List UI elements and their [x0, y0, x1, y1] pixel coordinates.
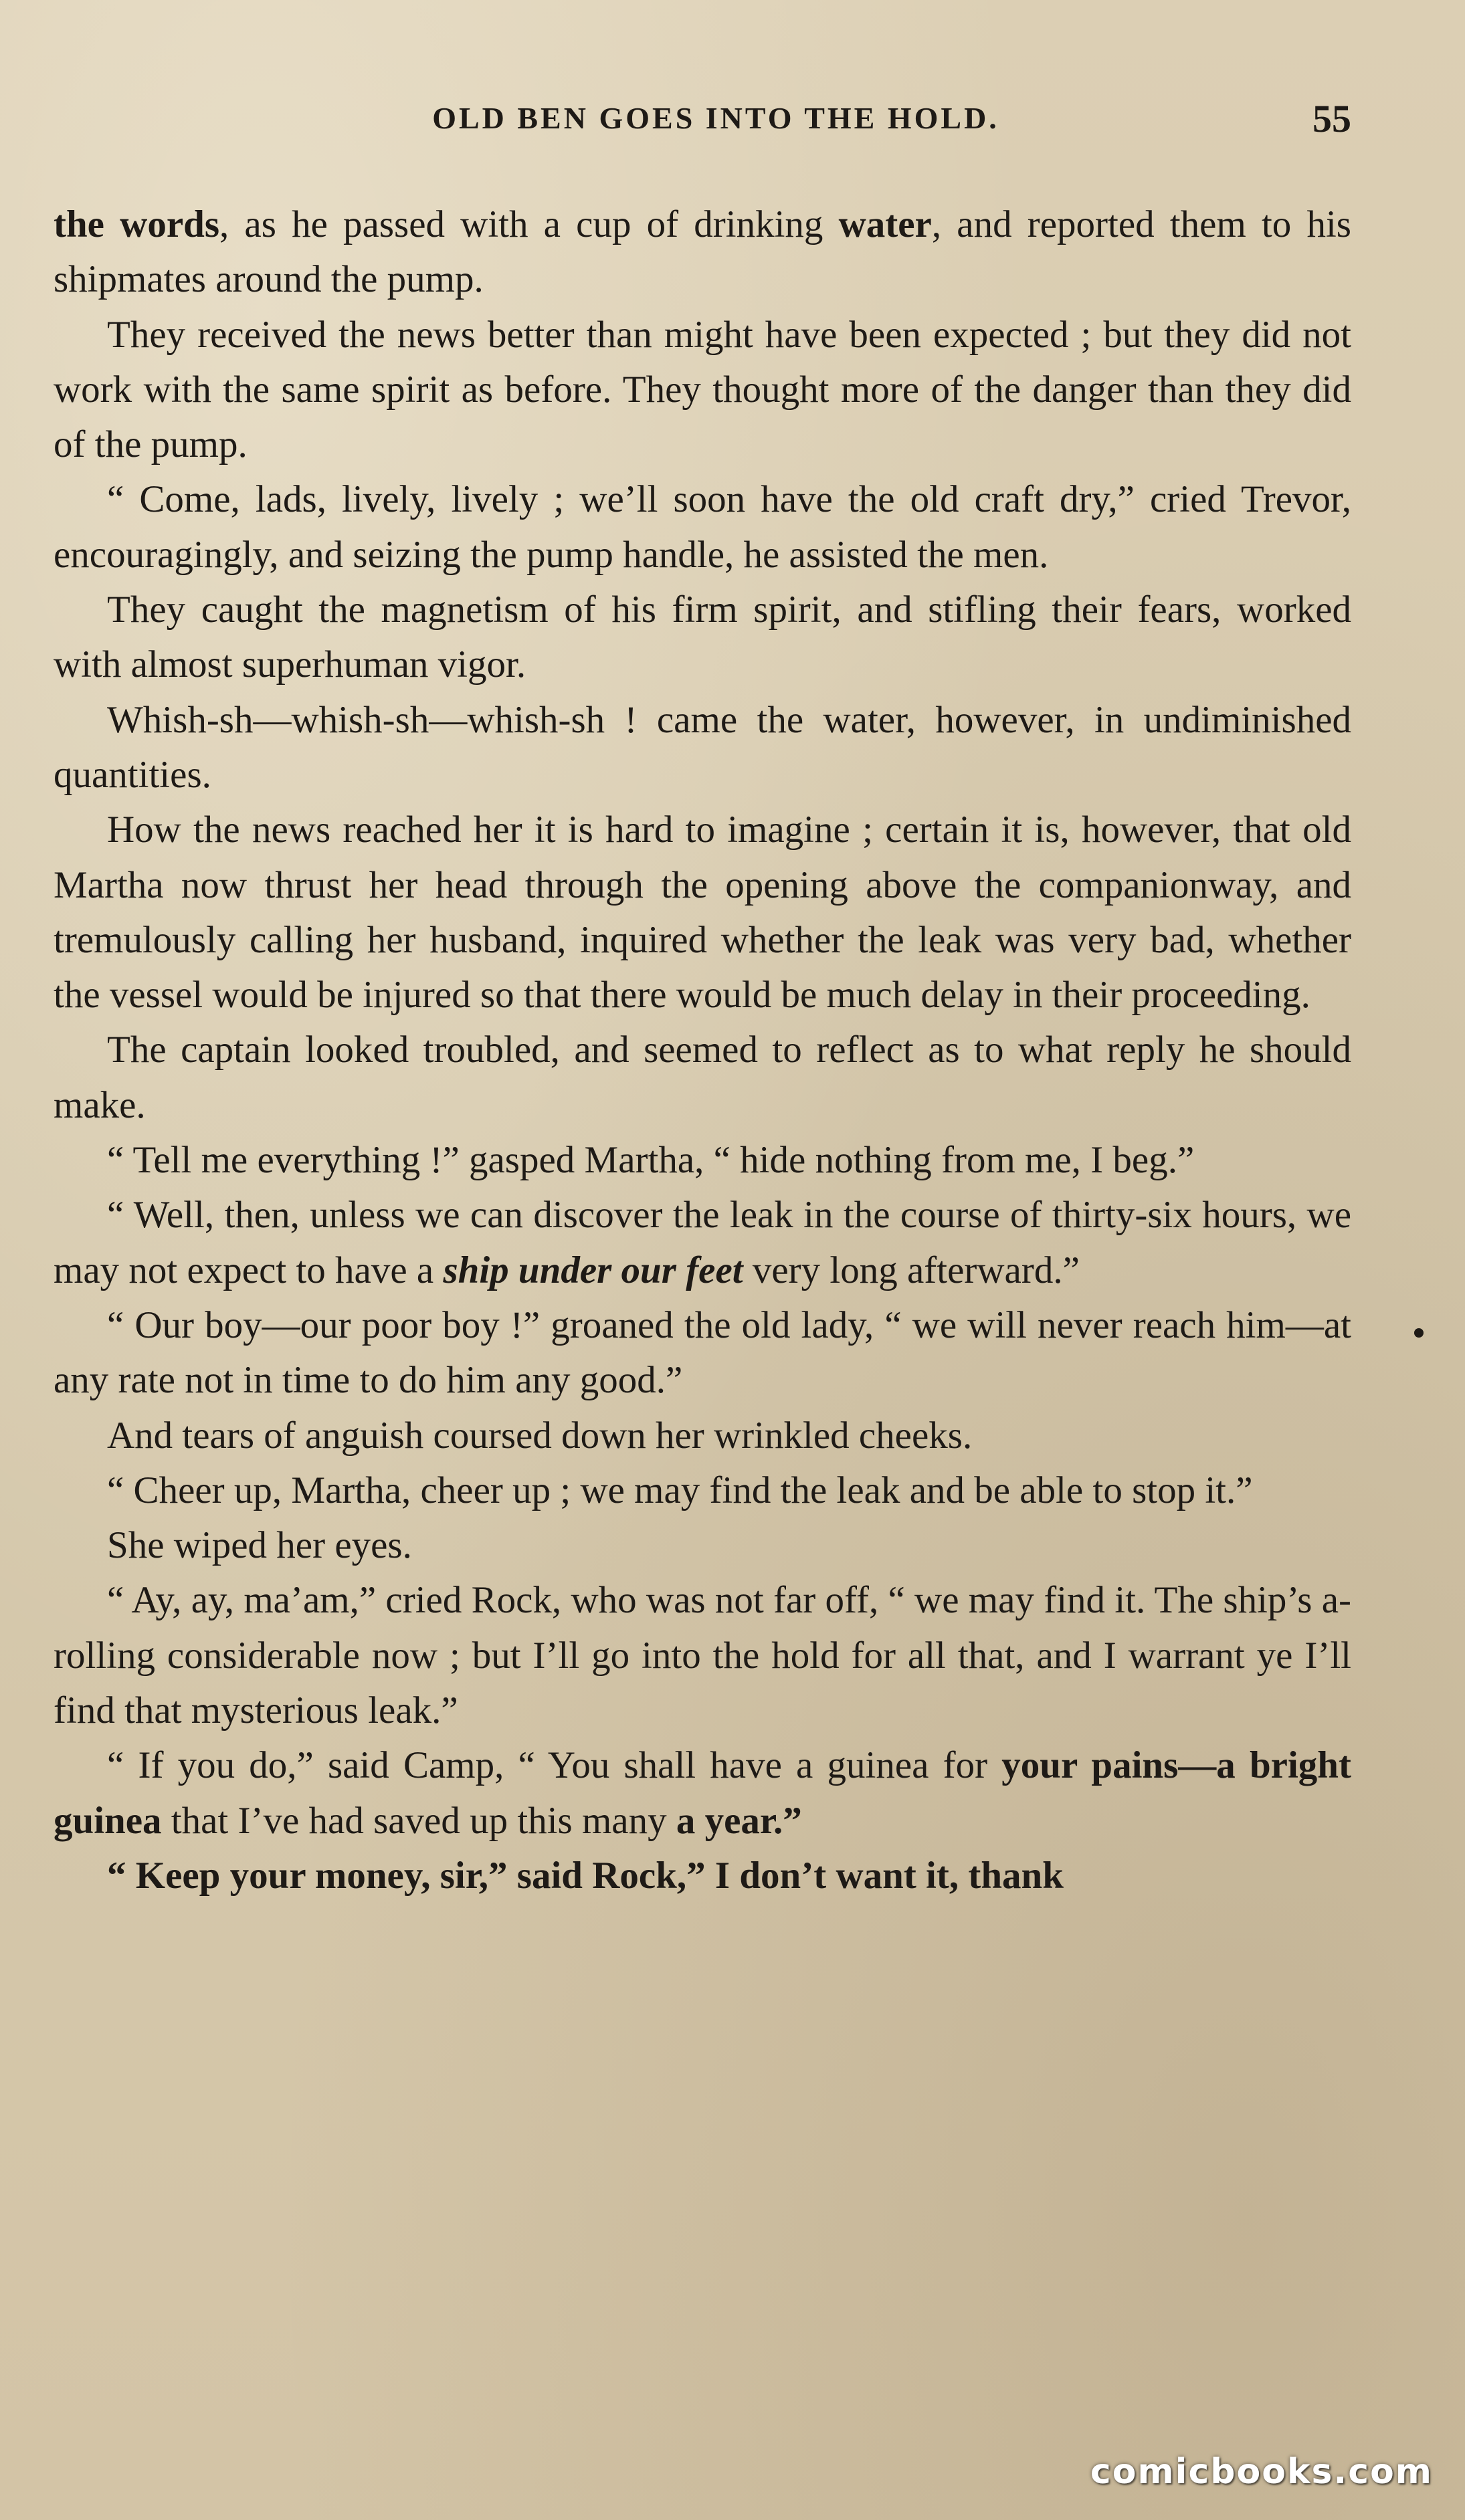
paragraph — [54, 1849, 1351, 1903]
page-number: 55 — [1312, 97, 1351, 140]
text-run: the words — [54, 203, 219, 245]
running-head — [54, 94, 1351, 154]
text-run: “ Come, lads, lively, lively ; we’ll soon have the old craft dry,” cried Trevor, encouragingly, and seizing the pump handle, he assisted the men. — [54, 478, 1351, 576]
paragraph — [54, 1133, 1351, 1188]
text-run: They received the news better than might have been expected ; but they did not work with the same spirit as before. They thought more of the danger than they did of the pump. — [54, 313, 1351, 466]
text-run: , and reported them to his shipmates around the pump. — [54, 203, 1351, 301]
paragraph — [54, 693, 1351, 803]
paragraph — [54, 1463, 1351, 1518]
text-run: How the news reached her it is hard to imagine ; certain it is, however, that old Martha now thrust her head through the opening above the companionway, and tremulously calling her husband, inquired whether the leak was very bad, whether the vessel would be injured so that there would be much delay in their proceeding. — [54, 809, 1351, 1017]
paragraph — [54, 472, 1351, 583]
text-run: very long afterward.” — [743, 1249, 1080, 1291]
text-run: “ Cheer up, Martha, cheer up ; we may find the leak and be able to stop it.” — [107, 1469, 1253, 1511]
text-run: And tears of anguish coursed down her wrinkled cheeks. — [107, 1414, 973, 1457]
text-run: They caught the magnetism of his firm spirit, and stifling their fears, worked with almost superhuman vigor. — [54, 589, 1351, 686]
ink-speck — [1414, 1328, 1424, 1338]
body-text — [54, 197, 1351, 1903]
paragraph — [54, 197, 1351, 308]
text-run: “ Ay, ay, ma’am,” cried Rock, who was not far off, “ we may find it. The ship’s a-rolling considerable now ; but I’ll go into the hold for all that, and I warrant ye I’ll find that mysterious leak.” — [54, 1579, 1351, 1732]
text-run: your pains—a bright guinea — [54, 1744, 1351, 1842]
book-page — [54, 94, 1351, 2475]
text-run: “ Our boy—our poor boy !” groaned the old lady, “ we will never reach him—at any rate not in time to do him any good.” — [54, 1303, 1351, 1402]
paragraph — [54, 1573, 1351, 1738]
text-run: that I’ve had saved up this many — [161, 1799, 676, 1842]
watermark: comicbooks.com — [1090, 2452, 1433, 2492]
paragraph — [54, 1023, 1351, 1133]
running-title: OLD BEN GOES INTO THE HOLD. — [432, 101, 999, 135]
paragraph — [54, 803, 1351, 1023]
paragraph — [54, 1738, 1351, 1849]
text-run: Whish-sh—whish-sh—whish-sh ! came the water, however, in undiminished quantities. — [54, 698, 1351, 796]
paragraph — [54, 1188, 1351, 1298]
paragraph — [54, 308, 1351, 473]
paragraph — [54, 1518, 1351, 1573]
text-run: “ Keep your money, sir,” said Rock,” I don’t want it, thank — [107, 1854, 1064, 1897]
paragraph — [54, 583, 1351, 693]
paragraph — [54, 1408, 1351, 1463]
text-run: water — [838, 203, 932, 245]
text-run: “ If you do,” said Camp, “ You shall have a guinea for — [107, 1744, 1002, 1787]
text-run: The captain looked troubled, and seemed to reflect as to what reply he should make. — [54, 1029, 1351, 1126]
paragraph — [54, 1298, 1351, 1408]
text-run: “ Tell me everything !” gasped Martha, “ hide nothing from me, I beg.” — [107, 1139, 1195, 1182]
text-run: “ Well, then, unless we can discover the leak in the course of thirty-six hours, we may not expect to have a — [54, 1194, 1351, 1291]
text-run: , as he passed with a cup of drinking — [219, 203, 839, 245]
text-run: a year.” — [676, 1799, 802, 1842]
text-run: She wiped her eyes. — [107, 1524, 412, 1567]
italic-run: ship under our feet — [443, 1249, 743, 1291]
